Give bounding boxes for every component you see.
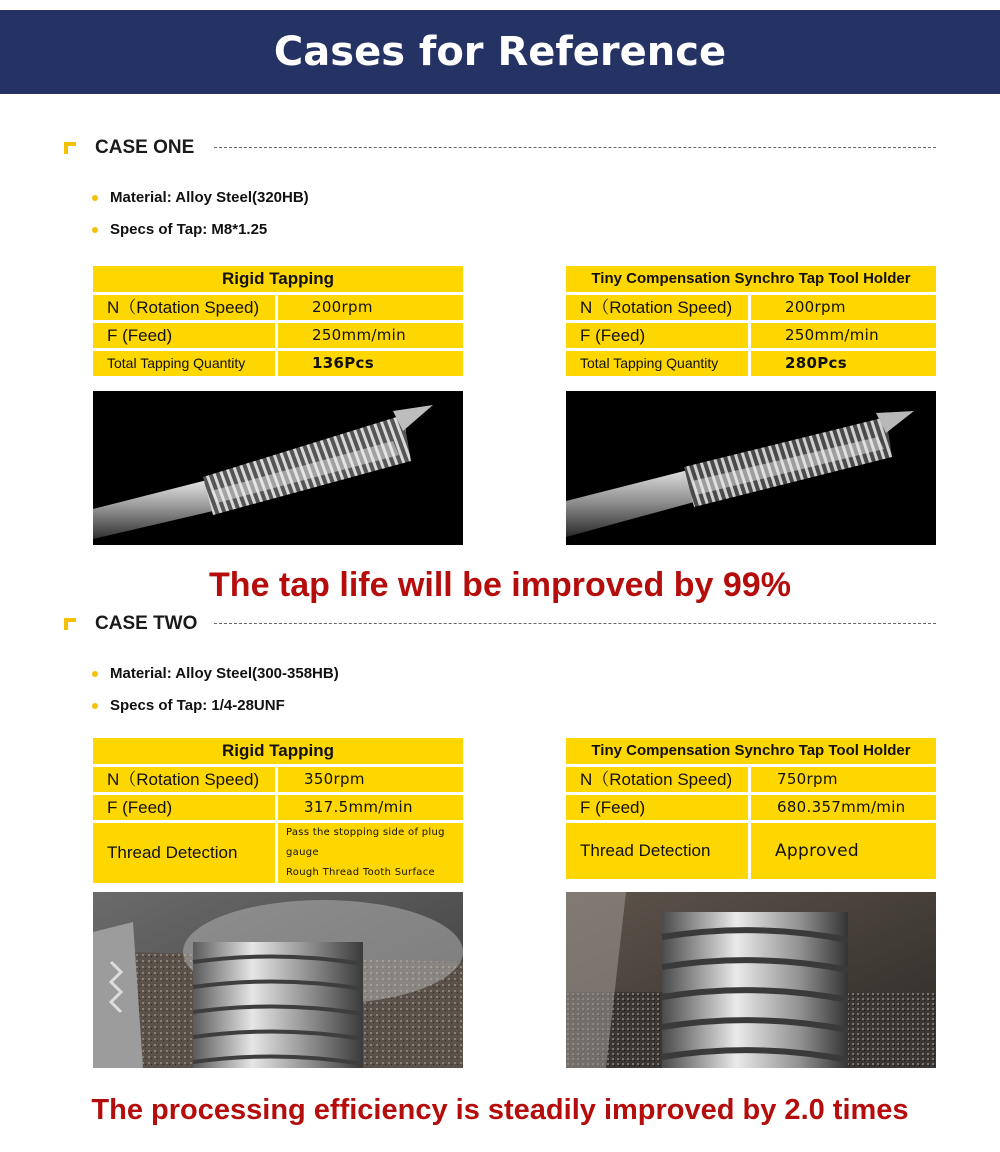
table-row bbox=[93, 823, 463, 883]
bullet-dot-icon bbox=[92, 671, 98, 677]
row-value: 317.5mm/min bbox=[278, 795, 463, 820]
row-label: N（Rotation Speed) bbox=[566, 767, 751, 792]
synchro-tap-photo bbox=[566, 391, 936, 545]
row-label: F (Feed) bbox=[93, 795, 278, 820]
rigid-thread-photo bbox=[93, 892, 463, 1068]
table-row bbox=[566, 351, 936, 376]
case-one-specs-text: Specs of Tap: M8*1.25 bbox=[110, 221, 268, 238]
table-row bbox=[566, 323, 936, 348]
row-value bbox=[278, 823, 463, 883]
bullet-dot-icon bbox=[92, 703, 98, 709]
rigid-tap-photo bbox=[93, 391, 463, 545]
table-row bbox=[93, 795, 463, 820]
case-one-heading bbox=[64, 136, 936, 160]
case-one-rigid-table bbox=[93, 263, 463, 379]
row-label: F (Feed) bbox=[566, 795, 751, 820]
case-two-title: CASE TWO bbox=[95, 613, 198, 634]
row-label: N（Rotation Speed) bbox=[93, 295, 278, 320]
case-one-title: CASE ONE bbox=[95, 137, 195, 158]
dashed-divider bbox=[214, 147, 936, 148]
table-row bbox=[566, 795, 936, 820]
table-header: Rigid Tapping bbox=[93, 738, 463, 764]
case-two-result: The processing efficiency is steadily improved by 2.0 times bbox=[91, 1094, 909, 1126]
table-row bbox=[566, 823, 936, 879]
detection-line: Pass the stopping side of plug gauge bbox=[286, 827, 445, 858]
row-value: 250mm/min bbox=[751, 323, 936, 348]
title-banner bbox=[0, 10, 1000, 94]
case-one-synchro-table bbox=[566, 263, 936, 379]
row-label: N（Rotation Speed) bbox=[566, 295, 751, 320]
table-row bbox=[566, 295, 936, 320]
row-value: 750rpm bbox=[751, 767, 936, 792]
row-value: 200rpm bbox=[278, 295, 463, 320]
row-label: Total Tapping Quantity bbox=[93, 351, 278, 376]
case-marker-icon bbox=[64, 142, 76, 154]
synchro-thread-photo bbox=[566, 892, 936, 1068]
case-two-synchro-table bbox=[566, 735, 936, 882]
row-value: 350rpm bbox=[278, 767, 463, 792]
row-value: 250mm/min bbox=[278, 323, 463, 348]
row-label: Thread Detection bbox=[566, 823, 751, 879]
case-two-rigid-table bbox=[93, 735, 463, 886]
table-row bbox=[93, 351, 463, 376]
row-value: 136Pcs bbox=[278, 351, 463, 376]
row-label: N（Rotation Speed) bbox=[93, 767, 278, 792]
table-header: Rigid Tapping bbox=[93, 266, 463, 292]
detection-line: Rough Thread Tooth Surface bbox=[286, 867, 435, 878]
case-two-heading bbox=[64, 612, 936, 636]
table-header: Tiny Compensation Synchro Tap Tool Holder bbox=[566, 266, 936, 292]
table-row bbox=[93, 323, 463, 348]
row-label: F (Feed) bbox=[566, 323, 751, 348]
table-row bbox=[93, 295, 463, 320]
row-value: 280Pcs bbox=[751, 351, 936, 376]
case-two-specs-text: Specs of Tap: 1/4-28UNF bbox=[110, 697, 285, 714]
table-row bbox=[566, 767, 936, 792]
dashed-divider bbox=[214, 623, 936, 624]
page-title: Cases for Reference bbox=[273, 29, 727, 75]
row-value: Approved bbox=[751, 823, 936, 879]
case-one-material-text: Material: Alloy Steel(320HB) bbox=[110, 189, 309, 206]
row-value: 680.357mm/min bbox=[751, 795, 936, 820]
case-one-result: The tap life will be improved by 99% bbox=[209, 566, 791, 604]
row-label: Total Tapping Quantity bbox=[566, 351, 751, 376]
case-two-material-text: Material: Alloy Steel(300-358HB) bbox=[110, 665, 339, 682]
row-label: F (Feed) bbox=[93, 323, 278, 348]
table-row bbox=[93, 767, 463, 792]
row-label: Thread Detection bbox=[93, 823, 278, 883]
table-header: Tiny Compensation Synchro Tap Tool Holder bbox=[566, 738, 936, 764]
case-marker-icon bbox=[64, 618, 76, 630]
row-value: 200rpm bbox=[751, 295, 936, 320]
bullet-dot-icon bbox=[92, 195, 98, 201]
bullet-dot-icon bbox=[92, 227, 98, 233]
